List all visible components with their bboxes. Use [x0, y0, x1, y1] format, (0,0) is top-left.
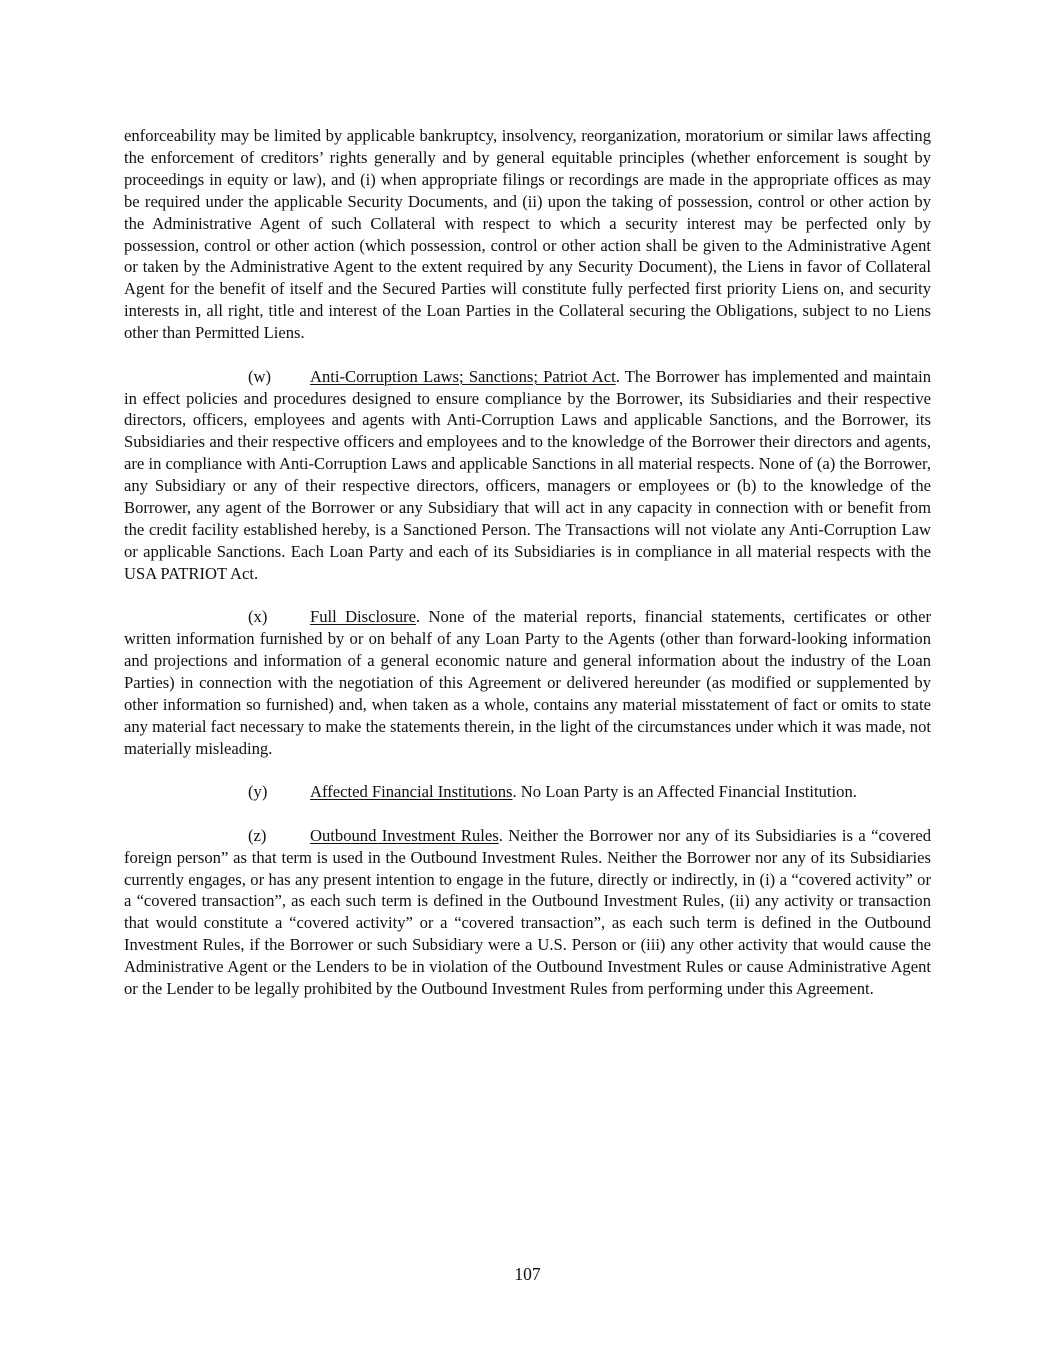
section-z	[124, 825, 931, 1000]
section-heading: Full Disclosure	[310, 607, 417, 627]
section-body: None of the material reports, financial statements, certificates or other written information furnished by or on behalf of any Loan Party to the Agents (other than forward-looking information and projections and information of a general economic nature and general information about the industry of the Loan Parties) in connection with the negotiation of this Agreement or delivered hereunder (as modified or supplemented by other information so furnished) and, when taken as a whole, contains any material misstatement of fact or omits to state any material fact necessary to make the statements therein, in the light of the circumstances under which it was made, not materially misleading.	[124, 607, 931, 758]
heading-period: .	[416, 607, 421, 627]
document-page	[124, 125, 931, 1022]
heading-period: .	[512, 782, 517, 802]
heading-period: .	[498, 825, 503, 845]
section-body: Neither the Borrower nor any of its Subsidiaries is a “covered foreign person” as that term is used in the Outbound Investment Rules. Neither the Borrower nor any of its Subsidiaries currently engages, or has any present intention to engage in the future, directly or indirectly, in (i) a “covered activity” or a “covered transaction”, as each such term is defined in the Outbound Investment Rules, (ii) any activity or transaction that would constitute a “covered activity” or a “covered transaction”, as each such term is defined in the Outbound Investment Rules, if the Borrower or such Subsidiary were a U.S. Person or (iii) any other activity that would cause the Administrative Agent or the Lenders to be in violation of the Outbound Investment Rules or cause Administrative Agent or the Lender to be legally prohibited by the Outbound Investment Rules from performing under this Agreement.	[124, 825, 932, 999]
section-body: The Borrower has implemented and maintain in effect policies and procedures designed to ensure compliance by the Borrower, its Subsidiaries and their respective directors, officers, employees and agents with Anti-Corruption Laws and applicable Sanctions, and the Borrower, its Subsidiaries and their respective officers and employees and to the knowledge of the Borrower their directors and agents, are in compliance with Anti-Corruption Laws and applicable Sanctions in all material respects. None of (a) the Borrower, any Subsidiary or any of their respective directors, officers, managers or employees or (b) to the knowledge of the Borrower, any agent of the Borrower or any Subsidiary that will act in any capacity in connection with or benefit from the credit facility established hereby, is a Sanctioned Person. The Transactions will not violate any Anti-Corruption Law or applicable Sanctions. Each Loan Party and each of its Subsidiaries is in compliance in all material respects with the USA PATRIOT Act.	[124, 366, 932, 583]
section-label: (w)	[248, 366, 272, 386]
section-heading: Affected Financial Institutions	[310, 782, 513, 802]
section-label: (x)	[248, 607, 268, 627]
section-y	[124, 781, 931, 803]
section-x	[124, 606, 931, 759]
section-label: (y)	[248, 782, 268, 802]
section-heading: Outbound Investment Rules	[310, 825, 499, 845]
section-body: No Loan Party is an Affected Financial Institution.	[516, 782, 857, 802]
heading-period: .	[615, 366, 620, 386]
intro-paragraph: enforceability may be limited by applicable bankruptcy, insolvency, reorganization, moratorium or similar laws affecting the enforcement of creditors’ rights generally and by general equitable principles (whether enforcement is sought by proceedings in equity or law), and (i) when appropriate filings or recordings are made in the appropriate offices as may be required under the applicable Security Documents, and (ii) upon the taking of possession, control or other action by the Administrative Agent of such Collateral with respect to which a security interest may be perfected only by possession, control or other action (which possession, control or other action shall be given to the Administrative Agent or taken by the Administrative Agent to the extent required by any Security Document), the Liens in favor of Collateral Agent for the benefit of itself and the Secured Parties will constitute fully perfected first priority Liens on, and security interests in, all right, title and interest of the Loan Parties in the Collateral securing the Obligations, subject to no Liens other than Permitted Liens.	[124, 126, 931, 343]
section-label: (z)	[248, 825, 267, 845]
section-w	[124, 366, 931, 585]
section-heading: Anti-Corruption Laws; Sanctions; Patriot Act	[310, 366, 616, 386]
page-number: 107	[514, 1264, 541, 1284]
